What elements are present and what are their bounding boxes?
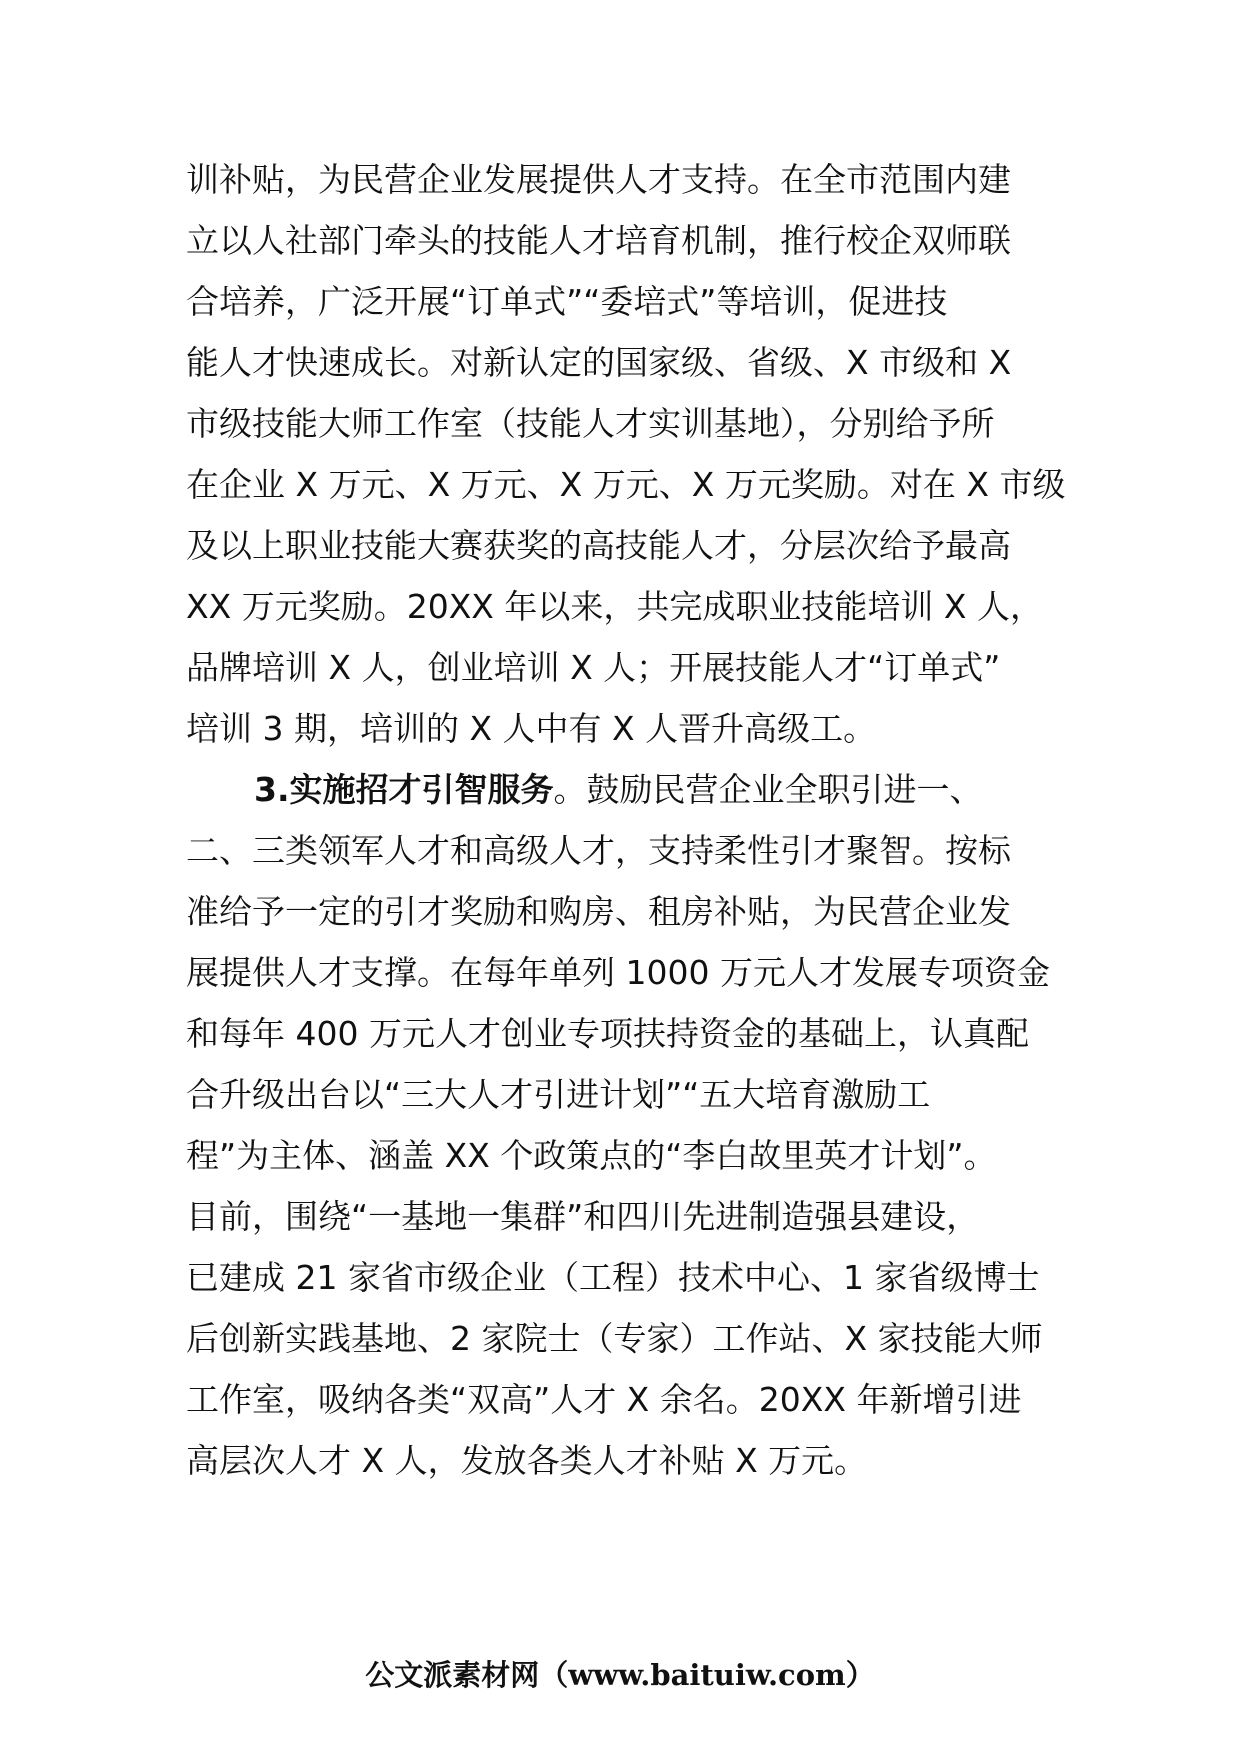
section-3-first-line bbox=[254, 757, 1066, 823]
body-line: XX 万元奖励。20XX 年以来，共完成职业技能培训 X 人， bbox=[186, 587, 1043, 626]
body-line: 能人才快速成长。对新认定的国家级、省级、X 市级和 X bbox=[186, 343, 1012, 382]
body-line: 合培养，广泛开展“订单式”“委培式”等培训，促进技 bbox=[186, 282, 948, 321]
body-line: 立以人社部门牵头的技能人才培育机制，推行校企双师联 bbox=[186, 221, 1011, 260]
body-line: 已建成 21 家省市级企业（工程）技术中心、1 家省级博士 bbox=[186, 1258, 1040, 1297]
body-line: 训补贴，为民营企业发展提供人才支持。在全市范围内建 bbox=[186, 160, 1011, 199]
footer-watermark: 公文派素材网（www.baituiw.com） bbox=[365, 1658, 875, 1692]
body-line: 和每年 400 万元人才创业专项扶持资金的基础上，认真配 bbox=[186, 1014, 1029, 1053]
body-line: 合升级出台以“三大人才引进计划”“五大培育激励工 bbox=[186, 1075, 931, 1114]
body-line: 程”为主体、涵盖 XX 个政策点的“李白故里英才计划”。 bbox=[186, 1136, 997, 1175]
body-line: 品牌培训 X 人，创业培训 X 人；开展技能人才“订单式” bbox=[186, 648, 1001, 687]
section-3-first-line-text: 。鼓励民营企业全职引进一、 bbox=[553, 770, 983, 809]
body-line: 工作室，吸纳各类“双高”人才 X 余名。20XX 年新增引进 bbox=[186, 1380, 1022, 1419]
body-line: 市级技能大师工作室（技能人才实训基地），分别给予所 bbox=[186, 404, 995, 443]
section-3-title: 3.实施招才引智服务 bbox=[254, 770, 554, 809]
body-line: 二、三类领军人才和高级人才，支持柔性引才聚智。按标 bbox=[186, 831, 1011, 870]
body-line: 后创新实践基地、2 家院士（专家）工作站、X 家技能大师 bbox=[186, 1319, 1043, 1358]
body-line: 高层次人才 X 人，发放各类人才补贴 X 万元。 bbox=[186, 1441, 868, 1480]
body-line: 在企业 X 万元、X 万元、X 万元、X 万元奖励。对在 X 市级 bbox=[186, 465, 1066, 504]
body-line: 展提供人才支撑。在每年单列 1000 万元人才发展专项资金 bbox=[186, 953, 1050, 992]
body-line: 培训 3 期，培训的 X 人中有 X 人晋升高级工。 bbox=[186, 709, 877, 748]
body-line: 目前，围绕“一基地一集群”和四川先进制造强县建设， bbox=[186, 1197, 980, 1236]
body-line: 及以上职业技能大赛获奖的高技能人才，分层次给予最高 bbox=[186, 526, 1011, 565]
body-line: 准给予一定的引才奖励和购房、租房补贴，为民营企业发 bbox=[186, 892, 1011, 931]
